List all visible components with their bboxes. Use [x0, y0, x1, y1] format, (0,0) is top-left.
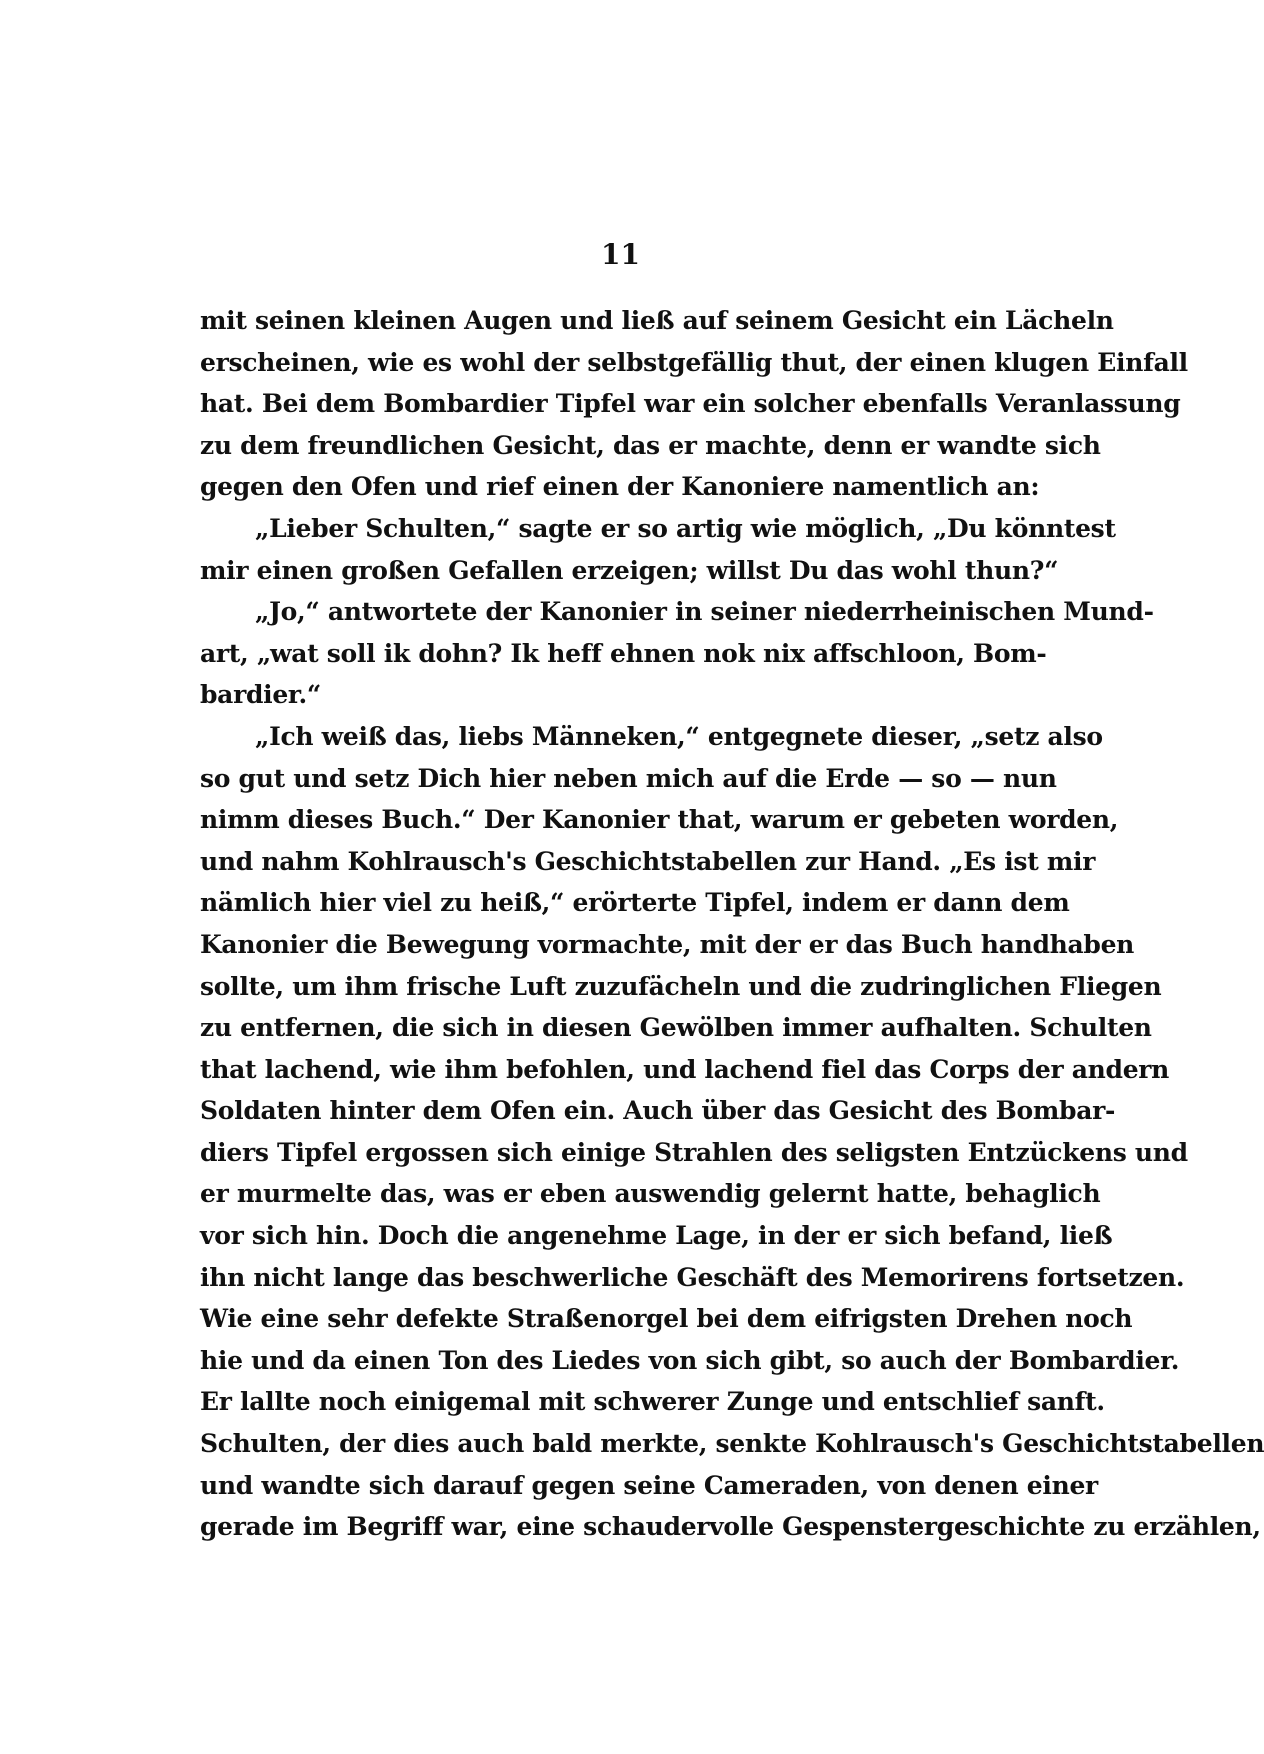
text-line: erscheinen, wie es wohl der selbstgefällig thut, der einen klugen Einfall	[200, 347, 1188, 377]
text-line: „Ich weiß das, liebs Männeken,“ entgegnete dieser, „setz also	[255, 721, 1103, 751]
text-line: so gut und setz Dich hier neben mich auf die Erde — so — nun	[200, 763, 1057, 793]
text-line: sollte, um ihm frische Luft zuzufächeln und die zudringlichen Fliegen	[200, 971, 1162, 1001]
page-number: 11	[601, 238, 640, 271]
text-line: und wandte sich darauf gegen seine Cameraden, von denen einer	[200, 1470, 1098, 1500]
text-line: bardier.“	[200, 680, 321, 710]
text-line: mir einen großen Gefallen erzeigen; willst Du das wohl thun?“	[200, 555, 1059, 585]
text-line: gerade im Begriff war, eine schaudervolle Gespenstergeschichte zu erzählen,	[200, 1512, 1261, 1542]
text-line: art, „wat soll ik dohn? Ik heff ehnen nok nix affschloon, Bom-	[200, 638, 1047, 668]
text-line: mit seinen kleinen Augen und ließ auf seinem Gesicht ein Lächeln	[200, 306, 1114, 335]
text-line: Er lallte noch einigemal mit schwerer Zunge und entschlief sanft.	[200, 1387, 1105, 1417]
text-line: hie und da einen Ton des Liedes von sich gibt, so auch der Bombardier.	[200, 1345, 1180, 1375]
text-line: Kanonier die Bewegung vormachte, mit der er das Buch handhaben	[200, 929, 1135, 959]
text-line: zu entfernen, die sich in diesen Gewölben immer aufhalten. Schulten	[200, 1013, 1152, 1043]
text-line: Soldaten hinter dem Ofen ein. Auch über das Gesicht des Bombar-	[200, 1096, 1116, 1126]
text-line: nämlich hier viel zu heiß,“ erörterte Tipfel, indem er dann dem	[200, 888, 1070, 918]
text-line: nimm dieses Buch.“ Der Kanonier that, warum er gebeten worden,	[200, 805, 1119, 835]
text-line: that lachend, wie ihm befohlen, und lachend fiel das Corps der andern	[200, 1054, 1170, 1084]
text-line: gegen den Ofen und rief einen der Kanoniere namentlich an:	[200, 472, 1040, 502]
text-line: er murmelte das, was er eben auswendig gelernt hatte, behaglich	[200, 1179, 1101, 1209]
text-line: diers Tipfel ergossen sich einige Strahlen des seligsten Entzückens und	[200, 1137, 1188, 1167]
text-line: Wie eine sehr defekte Straßenorgel bei dem eifrigsten Drehen noch	[200, 1304, 1133, 1334]
text-line: zu dem freundlichen Gesicht, das er machte, denn er wandte sich	[200, 430, 1101, 460]
text-line: vor sich hin. Doch die angenehme Lage, in der er sich befand, ließ	[200, 1221, 1113, 1251]
text-line: ihn nicht lange das beschwerliche Geschäft des Memorirens fortsetzen.	[200, 1262, 1185, 1292]
text-line: „Lieber Schulten,“ sagte er so artig wie möglich, „Du könntest	[255, 513, 1116, 543]
text-line: und nahm Kohlrausch's Geschichtstabellen zur Hand. „Es ist mir	[200, 846, 1096, 876]
text-line: Schulten, der dies auch bald merkte, senkte Kohlrausch's Geschichtstabellen	[200, 1429, 1264, 1459]
text-line: „Jo,“ antwortete der Kanonier in seiner niederrheinischen Mund-	[255, 597, 1154, 627]
body-text	[200, 300, 1264, 1548]
text-line: hat. Bei dem Bombardier Tipfel war ein solcher ebenfalls Veranlassung	[200, 389, 1181, 419]
